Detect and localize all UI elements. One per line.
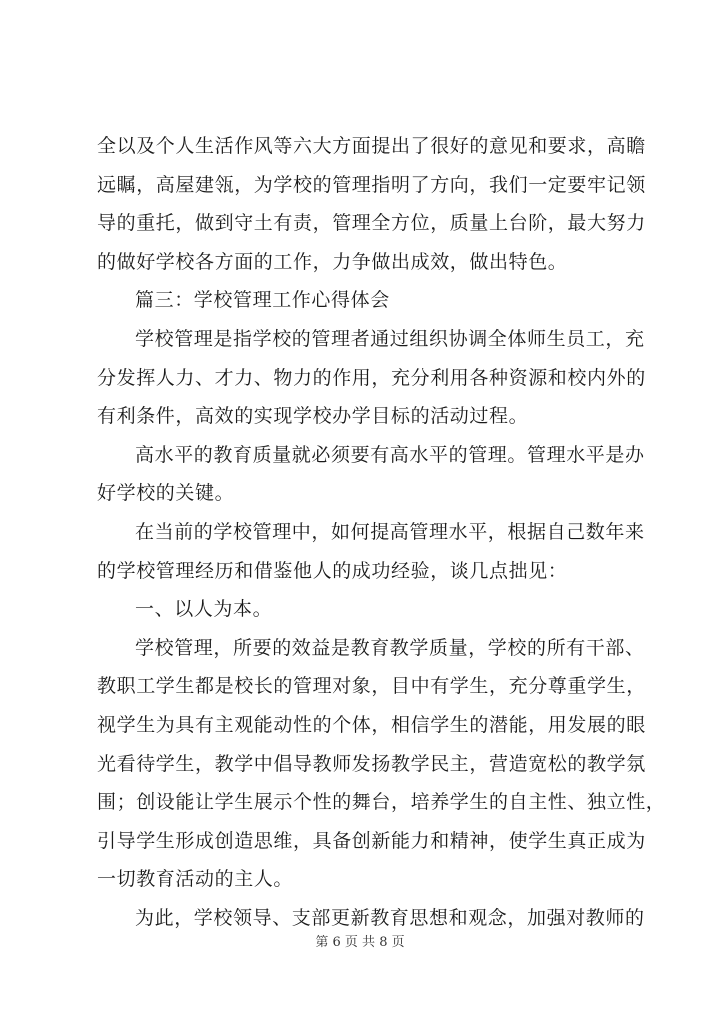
text-line: 为此，学校领导、支部更新教育思想和观念，加强对教师的 [135,906,645,929]
text-line: 围；创设能让学生展示个性的舞台，培养学生的自主性、独立性， [97,791,666,814]
text-line: 的学校管理经历和借鉴他人的成功经验，谈几点拙见： [97,559,568,582]
text-line: 光看待学生，教学中倡导教师发扬教学民主，营造宽松的教学氛 [97,752,646,775]
body-text [97,127,666,937]
text-line: 引导学生形成创造思维，具备创新能力和精神，使学生真正成为 [97,829,646,852]
text-line: 分发挥人力、才力、物力的作用，充分利用各种资源和校内外的 [97,366,646,389]
text-line: 学校管理，所要的效益是教育教学质量，学校的所有干部、 [135,636,645,659]
text-line: 在当前的学校管理中，如何提高管理水平，根据自己数年来 [135,520,645,543]
text-line: 导的重托，做到守土有责，管理全方位，质量上台阶，最大努力 [97,212,646,235]
text-line: 学校管理是指学校的管理者通过组织协调全体师生员工，充 [135,327,645,350]
text-line: 视学生为具有主观能动性的个体，相信学生的潜能，用发展的眼 [97,713,646,736]
text-line: 一切教育活动的主人。 [97,868,294,891]
section-heading: 篇三：学校管理工作心得体会 [135,289,390,312]
text-line: 有利条件，高效的实现学校办学目标的活动过程。 [97,405,529,428]
text-line: 高水平的教育质量就必须要有高水平的管理。管理水平是办 [135,443,645,466]
text-line: 的做好学校各方面的工作，力争做出成效，做出特色。 [97,250,568,273]
text-line: 好学校的关键。 [97,482,235,505]
text-line: 远瞩，高屋建瓴，为学校的管理指明了方向，我们一定要牢记领 [97,173,646,196]
text-line: 全以及个人生活作风等六大方面提出了很好的意见和要求，高瞻 [97,135,646,157]
text-line: 教职工学生都是校长的管理对象，目中有学生，充分尊重学生， [97,675,646,698]
subsection-heading: 一、以人为本。 [135,598,273,621]
page-number: 第 6 页 共 8 页 [315,935,405,950]
